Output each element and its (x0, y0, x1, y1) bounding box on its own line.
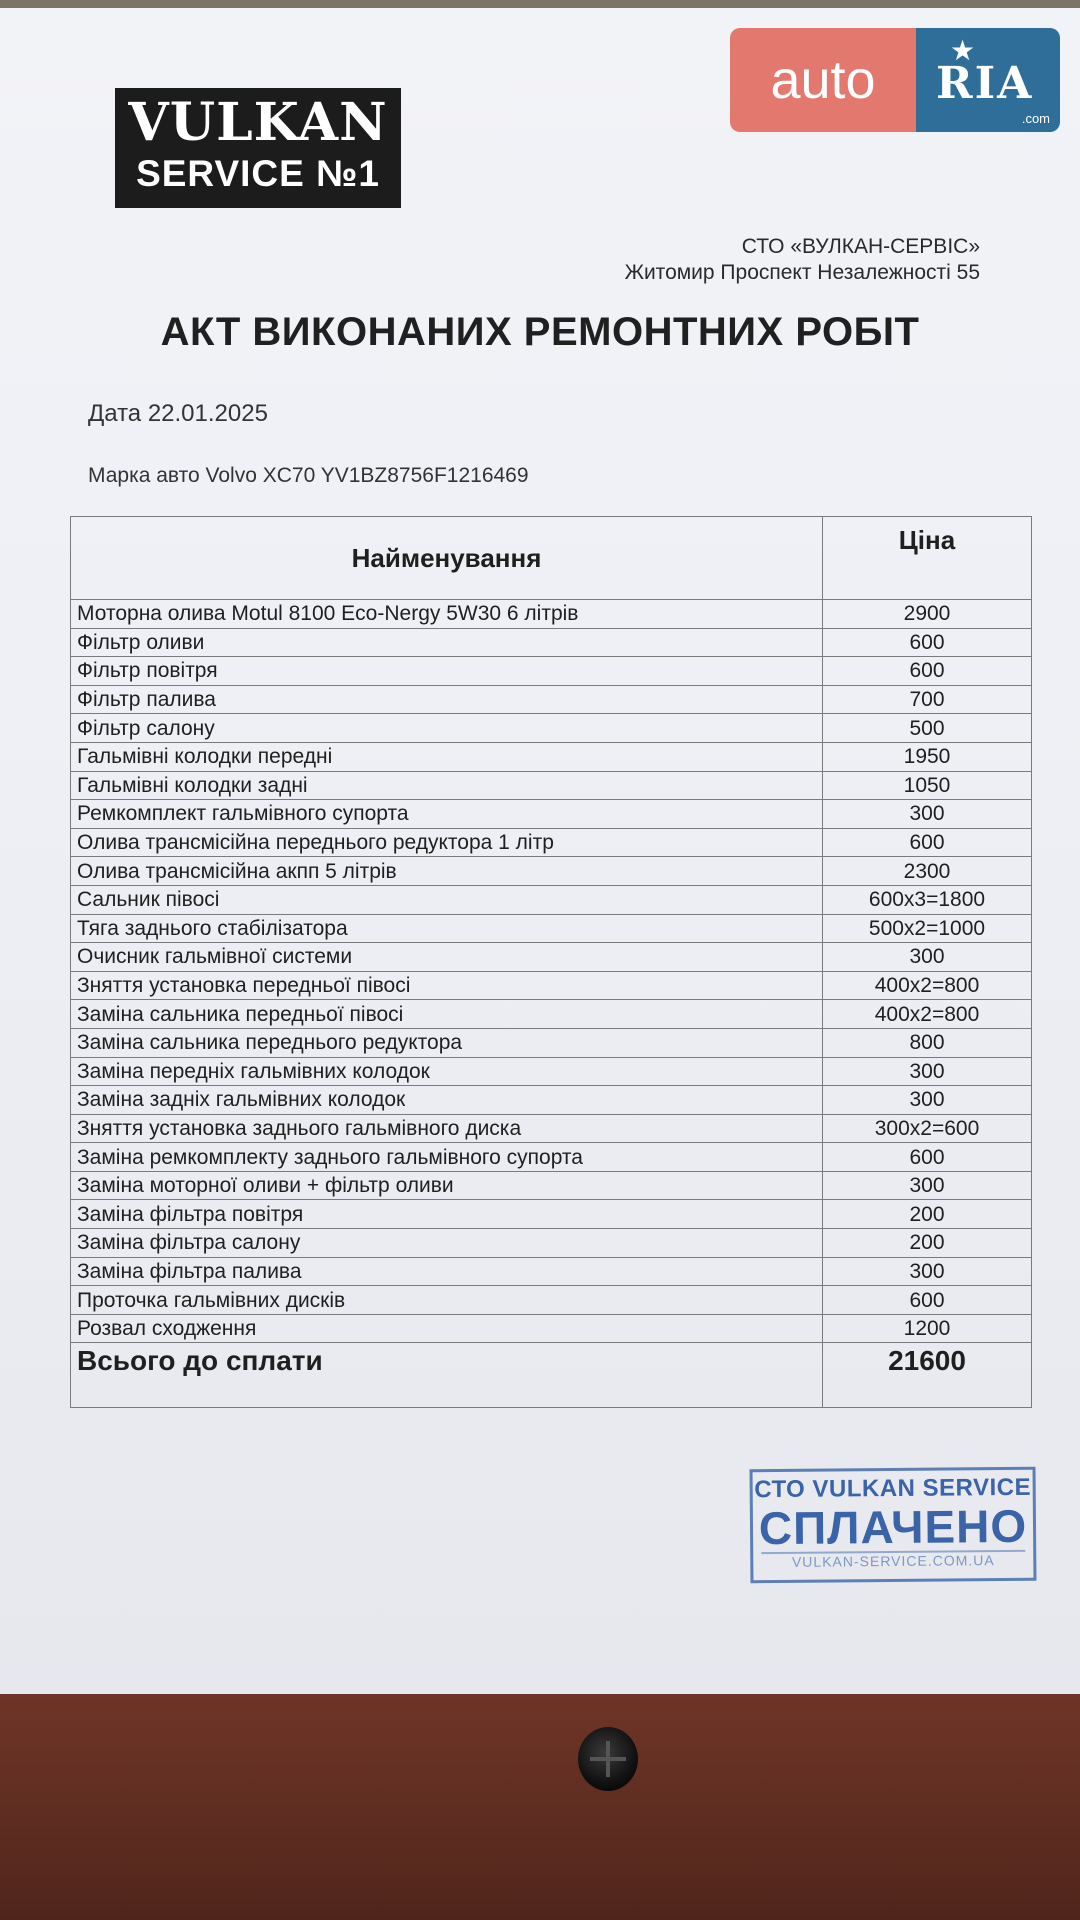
item-price: 2900 (823, 600, 1032, 629)
header-price: Ціна (823, 517, 1032, 600)
table-row (71, 1286, 1032, 1315)
item-price: 500x2=1000 (823, 914, 1032, 943)
works-table (70, 516, 1032, 1408)
item-price: 300 (823, 1257, 1032, 1286)
item-name: Олива трансмісійна акпп 5 літрів (71, 857, 823, 886)
watermark-com: .com (1021, 111, 1050, 126)
table-row (71, 1028, 1032, 1057)
table-row (71, 628, 1032, 657)
table-row (71, 943, 1032, 972)
item-name: Очисник гальмівної системи (71, 943, 823, 972)
item-price: 300 (823, 1057, 1032, 1086)
table-row (71, 1229, 1032, 1258)
item-name: Фільтр палива (71, 685, 823, 714)
item-price: 2300 (823, 857, 1032, 886)
item-price: 600 (823, 628, 1032, 657)
item-name: Проточка гальмівних дисків (71, 1286, 823, 1315)
table-row (71, 885, 1032, 914)
item-price: 600 (823, 1286, 1032, 1315)
item-price: 800 (823, 1028, 1032, 1057)
item-name: Фільтр салону (71, 714, 823, 743)
total-value: 21600 (823, 1343, 1032, 1408)
stamp-line1: СТО VULKAN SERVICE (754, 1473, 1032, 1504)
table-row (71, 685, 1032, 714)
item-name: Ремкомплект гальмівного супорта (71, 800, 823, 829)
table-row (71, 914, 1032, 943)
document-title: АКТ ВИКОНАНИХ РЕМОНТНИХ РОБІТ (160, 310, 920, 354)
item-name: Зняття установка заднього гальмівного диска (71, 1114, 823, 1143)
table-row (71, 771, 1032, 800)
item-price: 1050 (823, 771, 1032, 800)
item-price: 1950 (823, 742, 1032, 771)
paid-stamp (750, 1467, 1037, 1583)
table-row (71, 714, 1032, 743)
item-price: 400x2=800 (823, 971, 1032, 1000)
item-price: 500 (823, 714, 1032, 743)
item-name: Тяга заднього стабілізатора (71, 914, 823, 943)
total-row (71, 1343, 1032, 1408)
item-price: 600 (823, 657, 1032, 686)
document-sheet (0, 8, 1080, 1694)
table-row (71, 1314, 1032, 1343)
table-row (71, 1057, 1032, 1086)
logo-line2: SERVICE №1 (136, 153, 380, 194)
item-price: 1200 (823, 1314, 1032, 1343)
watermark-ria-block (916, 28, 1060, 132)
item-name: Зняття установка передньої півосі (71, 971, 823, 1000)
item-price: 600x3=1800 (823, 885, 1032, 914)
background-wall (0, 1694, 1080, 1920)
item-name: Фільтр повітря (71, 657, 823, 686)
item-price: 600 (823, 1143, 1032, 1172)
item-price: 300 (823, 1171, 1032, 1200)
table-row (71, 1200, 1032, 1229)
item-name: Сальник півосі (71, 885, 823, 914)
item-name: Заміна ремкомплекту заднього гальмівного супорта (71, 1143, 823, 1172)
org-name: СТО «ВУЛКАН-СЕРВІС» (741, 235, 980, 258)
item-name: Заміна моторної оливи + фільтр оливи (71, 1171, 823, 1200)
table-row (71, 1086, 1032, 1115)
screw-icon (578, 1727, 638, 1791)
table-header-row (71, 517, 1032, 600)
total-label: Всього до сплати (71, 1343, 823, 1408)
watermark-ria: RIA (936, 58, 1034, 109)
vulkan-logo (115, 88, 401, 208)
item-name: Заміна задніх гальмівних колодок (71, 1086, 823, 1115)
item-price: 300 (823, 800, 1032, 829)
item-name: Заміна сальника переднього редуктора (71, 1028, 823, 1057)
item-price: 400x2=800 (823, 1000, 1032, 1029)
item-name: Фільтр оливи (71, 628, 823, 657)
item-name: Олива трансмісійна переднього редуктора 1 літр (71, 828, 823, 857)
table-row (71, 1257, 1032, 1286)
item-price: 200 (823, 1229, 1032, 1258)
org-address: Житомир Проспект Незалежності 55 (624, 261, 980, 284)
item-name: Заміна передніх гальмівних колодок (71, 1057, 823, 1086)
item-name: Гальмівні колодки задні (71, 771, 823, 800)
item-price: 600 (823, 828, 1032, 857)
item-name: Заміна фільтра повітря (71, 1200, 823, 1229)
item-price: 200 (823, 1200, 1032, 1229)
item-name: Заміна сальника передньої півосі (71, 1000, 823, 1029)
logo-line1: VULKAN (128, 92, 388, 153)
item-name: Моторна олива Motul 8100 Eco-Nergy 5W30 6 літрів (71, 600, 823, 629)
item-price: 300x2=600 (823, 1114, 1032, 1143)
table-row (71, 1171, 1032, 1200)
star-icon: ★ (950, 35, 976, 66)
item-name: Гальмівні колодки передні (71, 742, 823, 771)
item-price: 700 (823, 685, 1032, 714)
document-date: Дата 22.01.2025 (88, 400, 268, 427)
table-row (71, 1143, 1032, 1172)
table-row (71, 657, 1032, 686)
stamp-line2: СПЛАЧЕНО (758, 1499, 1028, 1555)
item-name: Розвал сходження (71, 1314, 823, 1343)
table-row (71, 742, 1032, 771)
table-row (71, 857, 1032, 886)
table-row (71, 800, 1032, 829)
stamp-line3: VULKAN-SERVICE.COM.UA (761, 1550, 1025, 1570)
item-price: 300 (823, 1086, 1032, 1115)
table-row (71, 828, 1032, 857)
item-price: 300 (823, 943, 1032, 972)
watermark-auto: auto (730, 28, 916, 132)
table-row (71, 1000, 1032, 1029)
organization-info (625, 234, 980, 286)
table-row (71, 600, 1032, 629)
table-row (71, 971, 1032, 1000)
item-name: Заміна фільтра палива (71, 1257, 823, 1286)
item-name: Заміна фільтра салону (71, 1229, 823, 1258)
header-name: Найменування (71, 517, 823, 600)
table-row (71, 1114, 1032, 1143)
car-info: Марка авто Volvo XC70 YV1BZ8756F1216469 (88, 464, 529, 487)
autoria-watermark (730, 28, 1060, 132)
